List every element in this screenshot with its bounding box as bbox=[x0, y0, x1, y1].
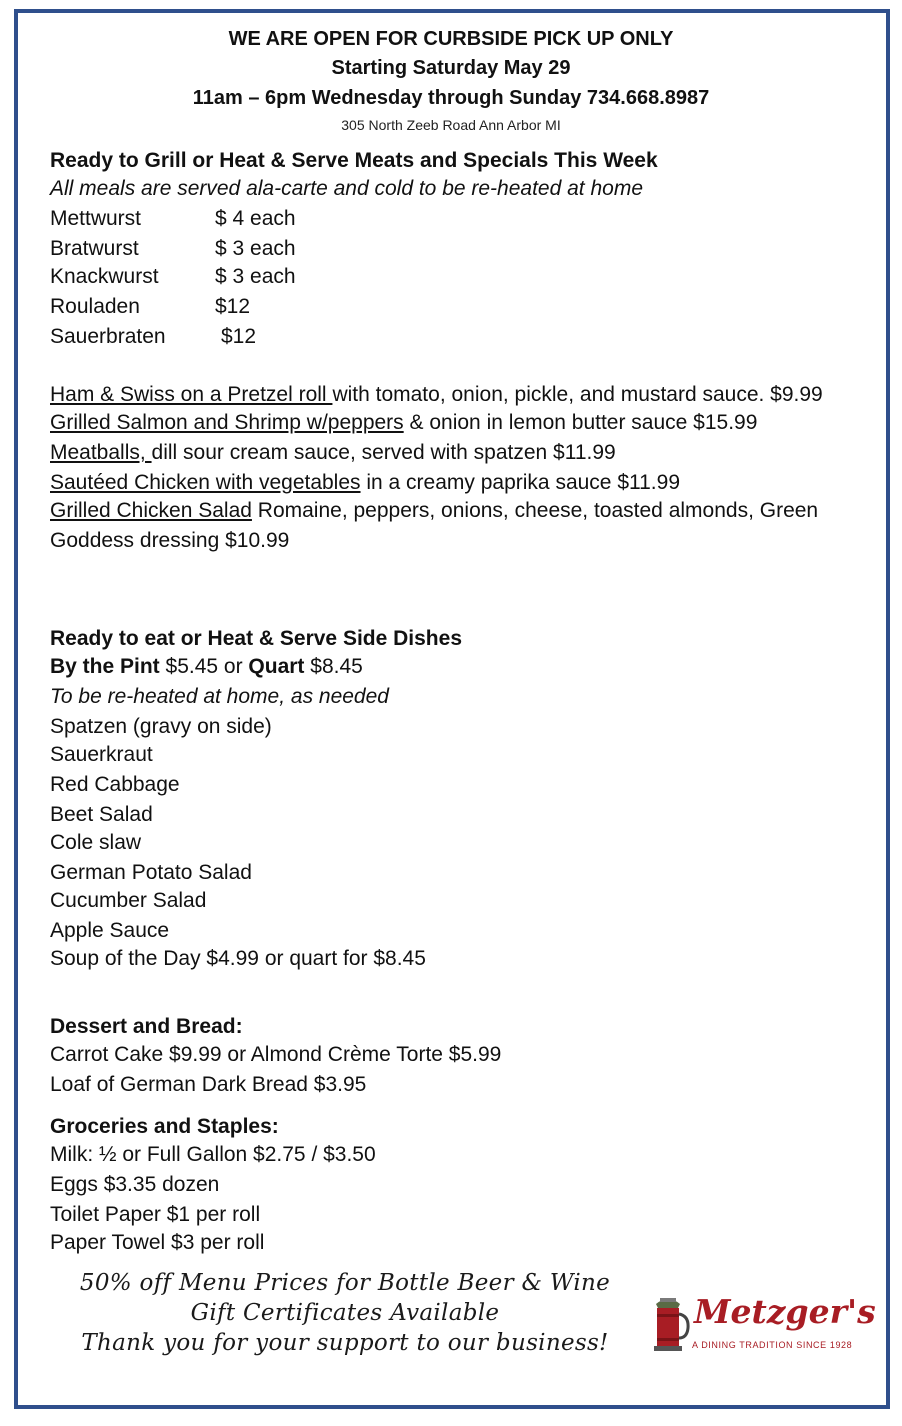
meats-subtitle: All meals are served ala-carte and cold to be re-heated at home bbox=[50, 177, 643, 200]
logo-name: Metzger's bbox=[694, 1292, 876, 1331]
side-item: Beet Salad bbox=[50, 803, 153, 826]
dessert-item: Carrot Cake $9.99 or Almond Crème Torte $5.99 bbox=[50, 1043, 502, 1066]
header-start-date: Starting Saturday May 29 bbox=[331, 57, 571, 79]
special-item bbox=[50, 382, 823, 408]
special-desc: with tomato, onion, pickle, and mustard sauce. $9.99 bbox=[332, 383, 823, 406]
grocery-item: Paper Towel $3 per roll bbox=[50, 1231, 265, 1254]
special-desc: Romaine, peppers, onions, cheese, toasted almonds, Green bbox=[251, 499, 819, 522]
meats-title: Ready to Grill or Heat & Serve Meats and Specials This Week bbox=[50, 149, 658, 172]
header-curbside: WE ARE OPEN FOR CURBSIDE PICK UP ONLY bbox=[228, 28, 674, 50]
dessert-title: Dessert and Bread: bbox=[50, 1015, 243, 1038]
meat-item-price: $ 3 each bbox=[215, 265, 296, 288]
meat-item-price: $12 bbox=[215, 295, 251, 318]
side-item: German Potato Salad bbox=[50, 861, 252, 884]
special-title: Grilled Salmon and Shrimp w/peppers bbox=[50, 411, 404, 434]
special-item bbox=[50, 470, 680, 496]
meat-item-name: Knackwurst bbox=[50, 265, 159, 288]
beer-stein-icon bbox=[648, 1294, 690, 1354]
grocery-item: Eggs $3.35 dozen bbox=[50, 1173, 220, 1196]
special-title: Meatballs, bbox=[50, 441, 152, 464]
quart-price: $8.45 bbox=[304, 655, 363, 678]
side-item: Spatzen (gravy on side) bbox=[50, 715, 272, 738]
special-title: Ham & Swiss on a Pretzel roll bbox=[50, 383, 333, 406]
meat-item-name: Sauerbraten bbox=[50, 325, 166, 348]
footer-gift-certificates: Gift Certificates Available bbox=[190, 1300, 500, 1326]
side-item: Red Cabbage bbox=[50, 773, 180, 796]
logo-tagline: A DINING TRADITION SINCE 1928 bbox=[692, 1340, 853, 1350]
meat-item-name: Bratwurst bbox=[50, 237, 139, 260]
special-title: Grilled Chicken Salad bbox=[50, 499, 252, 522]
side-item: Sauerkraut bbox=[50, 743, 153, 766]
grocery-item: Toilet Paper $1 per roll bbox=[50, 1203, 261, 1226]
header-address: 305 North Zeeb Road Ann Arbor MI bbox=[341, 117, 561, 133]
special-item bbox=[50, 440, 616, 466]
dessert-item: Loaf of German Dark Bread $3.95 bbox=[50, 1073, 367, 1096]
groceries-title: Groceries and Staples: bbox=[50, 1115, 279, 1138]
footer-thanks: Thank you for your support to our business! bbox=[81, 1330, 609, 1356]
meat-item-price: $ 3 each bbox=[215, 237, 296, 260]
meat-item-price: $12 bbox=[221, 325, 257, 348]
footer-promo: 50% off Menu Prices for Bottle Beer & Wine bbox=[79, 1270, 611, 1296]
metzgers-logo bbox=[648, 1292, 876, 1356]
sides-title: Ready to eat or Heat & Serve Side Dishes bbox=[50, 627, 462, 650]
quart-label: Quart bbox=[248, 655, 305, 678]
header-hours-phone: 11am – 6pm Wednesday through Sunday 734.668.8987 bbox=[192, 87, 710, 109]
meat-item-name: Rouladen bbox=[50, 295, 140, 318]
meat-item-price: $ 4 each bbox=[215, 207, 296, 230]
sides-pricing bbox=[50, 654, 363, 680]
special-item bbox=[50, 410, 757, 436]
grocery-item: Milk: ½ or Full Gallon $2.75 / $3.50 bbox=[50, 1143, 376, 1166]
side-item: Cole slaw bbox=[50, 831, 142, 854]
special-title: Sautéed Chicken with vegetables bbox=[50, 471, 361, 494]
pint-price: $5.45 or bbox=[159, 655, 249, 678]
side-item: Cucumber Salad bbox=[50, 889, 207, 912]
sides-note: To be re-heated at home, as needed bbox=[50, 685, 389, 708]
special-desc: in a creamy paprika sauce $11.99 bbox=[360, 471, 680, 494]
special-desc: & onion in lemon butter sauce $15.99 bbox=[403, 411, 758, 434]
side-item: Apple Sauce bbox=[50, 919, 170, 942]
special-desc-continued: Goddess dressing $10.99 bbox=[50, 529, 290, 552]
special-desc: dill sour cream sauce, served with spatzen $11.99 bbox=[151, 441, 616, 464]
pint-label: By the Pint bbox=[50, 655, 160, 678]
special-item bbox=[50, 498, 818, 524]
meat-item-name: Mettwurst bbox=[50, 207, 142, 230]
side-item: Soup of the Day $4.99 or quart for $8.45 bbox=[50, 947, 426, 970]
